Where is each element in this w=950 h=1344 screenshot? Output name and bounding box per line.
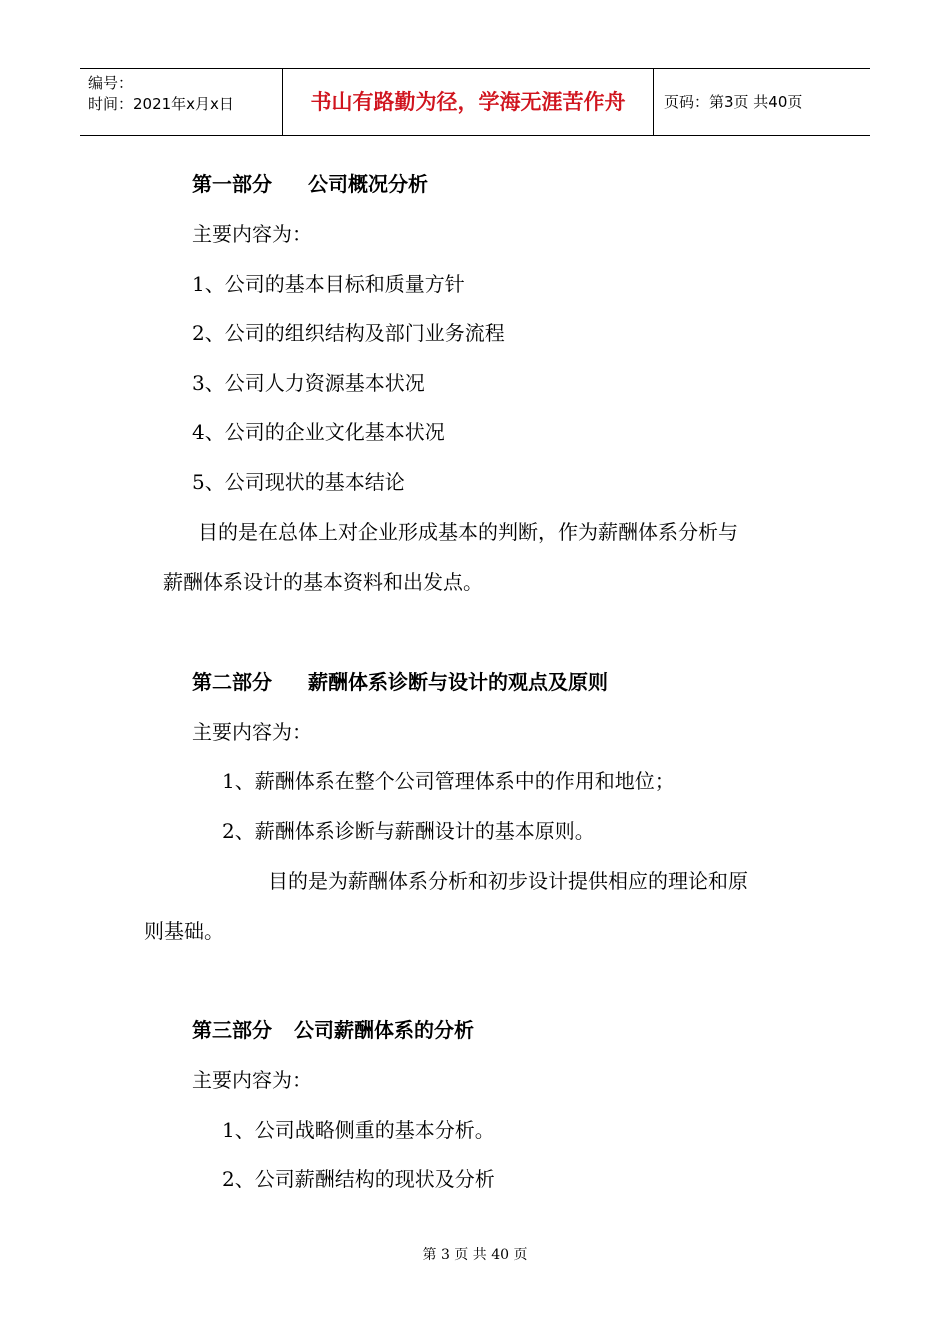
section-2-purpose-line-2: 则基础。: [144, 919, 224, 943]
section-1-intro: 主要内容为：: [192, 222, 312, 246]
section-2-item-1: 1、薪酬体系在整个公司管理体系中的作用和地位；: [222, 769, 675, 793]
section-1-item-3: 3、公司人力资源基本状况: [192, 371, 425, 395]
section-1-item-4: 4、公司的企业文化基本状况: [192, 420, 445, 444]
section-1-title-text: 公司概况分析: [308, 172, 428, 196]
section-3-item-2: 2、公司薪酬结构的现状及分析: [222, 1167, 495, 1191]
section-2-title-text: 薪酬体系诊断与设计的观点及原则: [308, 670, 608, 694]
document-time-label: 时间：2021年x月x日: [88, 95, 234, 113]
section-1-purpose-line-2: 薪酬体系设计的基本资料和出发点。: [163, 570, 483, 594]
document-number-label: 编号：: [88, 74, 134, 92]
section-2-title: [192, 668, 608, 696]
header-page-label: 页码：第3页 共40页: [664, 93, 803, 111]
page-header: [80, 68, 870, 136]
section-2-purpose-line-1: 目的是为薪酬体系分析和初步设计提供相应的理论和原: [268, 869, 748, 893]
section-3-item-1: 1、公司战略侧重的基本分析。: [222, 1118, 495, 1142]
section-2-item-2: 2、薪酬体系诊断与薪酬设计的基本原则。: [222, 819, 595, 843]
section-1-title-part: 第一部分: [192, 172, 272, 196]
section-3-title: [192, 1016, 474, 1044]
header-motto: 书山有路勤为径，学海无涯苦作舟: [282, 69, 654, 135]
section-2-title-part: 第二部分: [192, 670, 272, 694]
section-1-title: [192, 170, 428, 198]
section-2-intro: 主要内容为：: [192, 720, 312, 744]
section-1-purpose-line-1: 目的是在总体上对企业形成基本的判断，作为薪酬体系分析与: [198, 520, 738, 544]
section-1-item-1: 1、公司的基本目标和质量方针: [192, 272, 465, 296]
section-1-item-5: 5、公司现状的基本结论: [192, 470, 405, 494]
section-3-title-part: 第三部分: [192, 1018, 272, 1042]
section-1-item-2: 2、公司的组织结构及部门业务流程: [192, 321, 505, 345]
header-meta: [80, 69, 282, 135]
section-3-title-text: 公司薪酬体系的分析: [294, 1018, 474, 1042]
section-3-intro: 主要内容为：: [192, 1068, 312, 1092]
page-footer: 第 3 页 共 40 页: [422, 1247, 528, 1263]
